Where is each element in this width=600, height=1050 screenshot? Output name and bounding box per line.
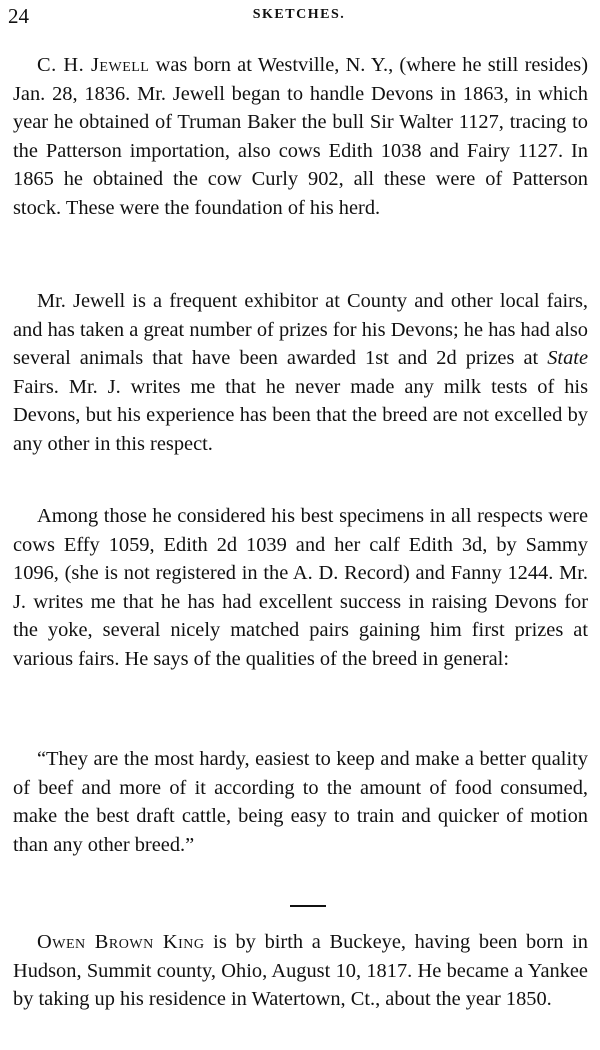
section-divider: [290, 905, 326, 907]
name-lead-king: Owen Brown King: [37, 931, 205, 953]
paragraph-jewell-specimens: [13, 502, 588, 673]
quotation-text: “They are the most hardy, easiest to keep and make a better quality of beef and more of it according to the amount of food consumed, make the best draft cattle, being easy to train and quicker of motion than any other breed.”: [13, 748, 588, 856]
running-title: SKETCHES.: [252, 7, 346, 22]
paragraph-text: Fairs. Mr. J. writes me that he never made any milk tests of his Devons, but his experience has been that the breed are not excelled by any other in this respect.: [13, 375, 588, 455]
paragraph-jewell-quote: [13, 745, 588, 859]
name-lead-jewell: C. H. Jewell: [37, 54, 150, 76]
paragraph-king-bio: [13, 928, 588, 1014]
paragraph-text: Mr. Jewell is a frequent exhibitor at County and other local fairs, and has taken a great number of prizes for his Devons; he has had also several animals that have been awarded 1st and 2d prizes at: [13, 290, 588, 369]
paragraph-text: is by birth a Buckeye, having been born in Hudson, Summit county, Ohio, August 10, 1817. He became a Yankee by taking up his residence in Watertown, Ct., about the year 1850.: [13, 931, 588, 1010]
paragraph-text: was born at Westville, N. Y., (where he still resides) Jan. 28, 1836. Mr. Jewell began to handle Devons in 1863, in which year he obtained of Truman Baker the bull Sir Walter 1127, tracing to the Patterson importation, also cows Edith 1038 and Fairy 1127. In 1865 he obtained the cow Curly 902, all these were of Patterson stock. These were the foundation of his herd.: [13, 54, 588, 219]
italic-state: State: [547, 347, 588, 369]
running-header: [8, 4, 590, 30]
paragraph-text: Among those he considered his best specimens in all respects were cows Effy 1059, Edith 2d 1039 and her calf Edith 3d, by Sammy 1096, (she is not registered in the A. D. Record) and Fanny 1244. Mr. J. writes me that he has had excellent success in raising Devons for the yoke, several nicely matched pairs gaining him first prizes at various fairs. He says of the qualities of the breed in general:: [13, 505, 588, 670]
page-number: 24: [8, 4, 29, 28]
paragraph-jewell-exhibitor: [13, 287, 588, 458]
paragraph-jewell-bio: [13, 51, 588, 222]
